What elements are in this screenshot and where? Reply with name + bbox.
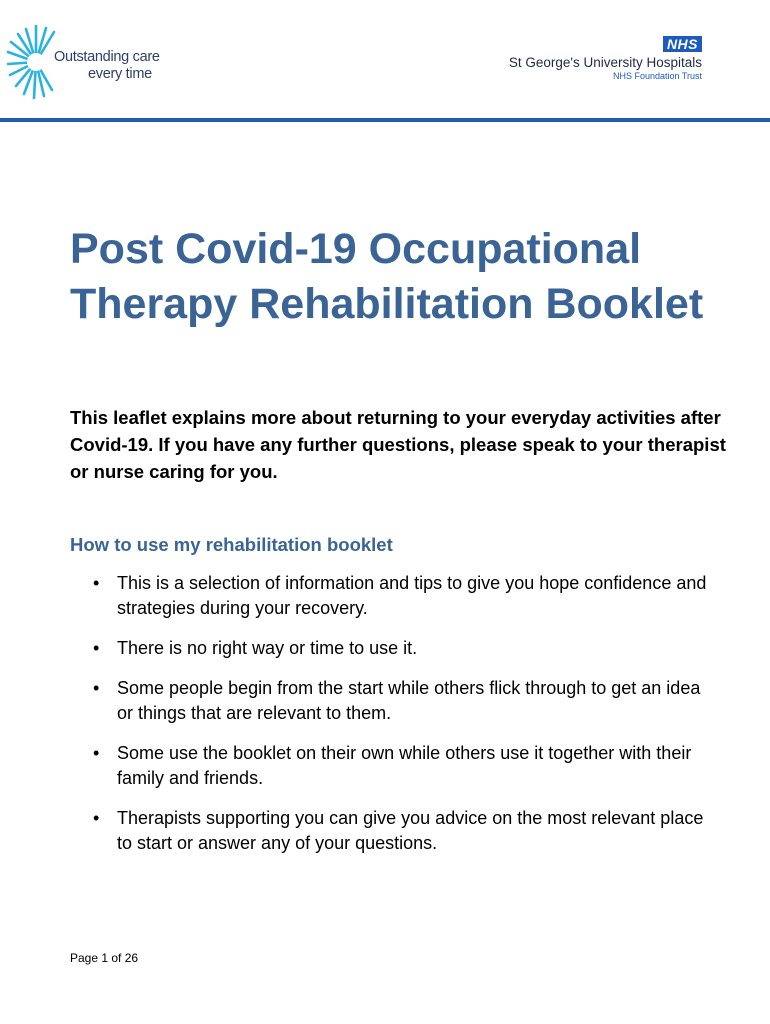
list-item-text: There is no right way or time to use it. <box>117 638 418 658</box>
section-heading: How to use my rehabilitation booklet <box>70 534 393 555</box>
tagline-line-2: every time <box>88 66 152 82</box>
header-divider <box>0 118 770 122</box>
list-item <box>70 636 710 661</box>
bullet-icon: • <box>93 678 100 698</box>
tagline <box>54 49 160 83</box>
list-item-text: Therapists supporting you can give you advice on the most relevant place to start or answer any of your questions. <box>117 808 704 853</box>
page-header <box>0 0 770 118</box>
list-item-text: This is a selection of information and tips to give you hope confidence and strategies during your recovery. <box>117 573 707 618</box>
nhs-trust-logo <box>509 36 702 82</box>
trust-subtitle: NHS Foundation Trust <box>612 71 702 81</box>
bullet-icon: • <box>93 573 100 593</box>
page-number: Page 1 of 26 <box>70 951 139 965</box>
list-item-text: Some people begin from the start while others flick through to get an idea or things that are relevant to them. <box>117 678 701 723</box>
outstanding-care-logo <box>6 22 176 102</box>
trust-name: St George's University Hospitals <box>508 55 702 70</box>
list-item <box>70 676 710 726</box>
list-item <box>70 806 710 856</box>
nhs-badge: NHS <box>663 36 702 52</box>
intro-paragraph: This leaflet explains more about returning to your everyday activities after Covid-19. If you have any further questions, please speak to your therapist or nurse caring for you. <box>70 407 726 482</box>
list-item-text: Some use the booklet on their own while others use it together with their family and friends. <box>117 743 692 788</box>
document-title: Post Covid-19 Occupational Therapy Rehabilitation Booklet <box>70 225 704 328</box>
bullet-icon: • <box>93 743 100 763</box>
list-item <box>70 741 710 791</box>
bullet-icon: • <box>93 638 100 658</box>
tagline-line-1: Outstanding care <box>54 49 160 65</box>
bullet-icon: • <box>93 808 100 828</box>
bullet-list <box>70 571 710 871</box>
list-item <box>70 571 710 621</box>
